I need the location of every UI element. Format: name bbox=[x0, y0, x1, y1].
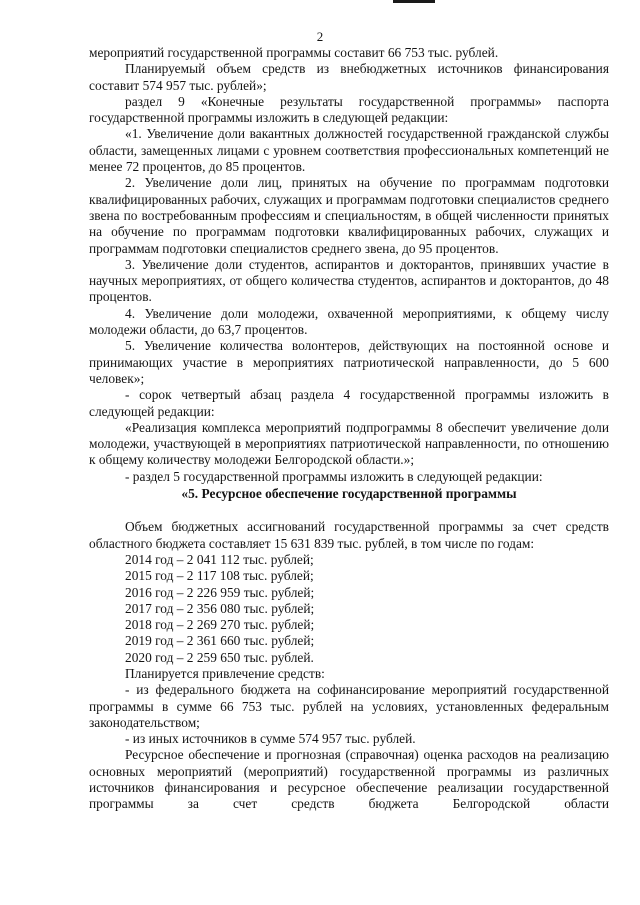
spacer bbox=[89, 502, 609, 519]
budget-year-2014: 2014 год – 2 041 112 тыс. рублей; bbox=[125, 551, 314, 567]
paragraph-funding-intro: Планируется привлечение средств: bbox=[125, 665, 325, 681]
budget-year-2015: 2015 год – 2 117 108 тыс. рублей; bbox=[125, 568, 314, 584]
top-edge-mark bbox=[393, 0, 435, 3]
paragraph-budget-total: Объем бюджетных ассигнований государственной программы за счет средств областного бюджета составляет 15 631 839 тыс. рублей, в том числе по годам: bbox=[89, 519, 609, 551]
budget-year-2020: 2020 год – 2 259 650 тыс. рублей. bbox=[125, 649, 314, 665]
paragraph-resource-support: Ресурсное обеспечение и прогнозная (справочная) оценка расходов на реализацию основных мероприятий (мероприятий) государственной программы из различных источников финансирования и ресурсное обеспечение реализации государственной программы за счет средств бюджета Белгородской области bbox=[89, 747, 609, 812]
result-item-5: 5. Увеличение количества волонтеров, действующих на постоянной основе и принимающих участие в мероприятиях патриотической направленности, до 5 600 человек»; bbox=[89, 338, 609, 386]
budget-by-year-list bbox=[89, 552, 609, 666]
section-heading: «5. Ресурсное обеспечение государственной программы bbox=[181, 486, 517, 502]
paragraph-federal-funding: - из федерального бюджета на софинансирование мероприятий государственной программы в сумме 66 753 тыс. рублей на условиях, установленных федеральным законодательством; bbox=[89, 682, 609, 730]
paragraph-section4-text: «Реализация комплекса мероприятий подпрограммы 8 обеспечит увеличение доли молодежи, участвующей в мероприятиях патриотической направленности, по отношению к общему количеству молодежи Белгородской области.»; bbox=[89, 419, 609, 468]
paragraph-other-funding: - из иных источников в сумме 574 957 тыс. рублей. bbox=[125, 731, 416, 747]
paragraph-extrabudget: Планируемый объем средств из внебюджетных источников финансирования составит 574 957 тыс. рублей»; bbox=[89, 61, 609, 93]
result-item-3: 3. Увеличение доли студентов, аспирантов и докторантов, принявших участие в научных мероприятиях, от общего количества студентов, аспирантов и докторантов, до 48 процентов. bbox=[89, 256, 609, 305]
result-item-4: 4. Увеличение доли молодежи, охваченной мероприятиями, к общему числу молодежи области, до 63,7 процентов. bbox=[89, 305, 609, 338]
result-item-2: 2. Увеличение доли лиц, принятых на обучение по программам подготовки квалифицированных рабочих, служащих и программам подготовки специалистов среднего звена по востребованным профессиям и специальностям, в общей численности принятых на обучение по программам подготовки квалифицированных рабочих, служащих и программам подготовки специалистов среднего звена, до 95 процентов. bbox=[89, 175, 609, 256]
document-body bbox=[89, 45, 609, 813]
budget-year-2019: 2019 год – 2 361 660 тыс. рублей; bbox=[125, 633, 315, 649]
paragraph-continuation: мероприятий государственной программы составит 66 753 тыс. рублей. bbox=[89, 45, 499, 60]
page-number: 2 bbox=[316, 29, 324, 44]
paragraph-section4-intro: - сорок четвертый абзац раздела 4 государственной программы изложить в следующей редакции: bbox=[89, 387, 609, 419]
paragraph-section5-intro: - раздел 5 государственной программы изложить в следующей редакции: bbox=[125, 468, 543, 484]
paragraph-section9-intro: раздел 9 «Конечные результаты государственной программы» паспорта государственной программы изложить в следующей редакции: bbox=[89, 93, 609, 126]
budget-year-2016: 2016 год – 2 226 959 тыс. рублей; bbox=[125, 584, 315, 600]
budget-year-2018: 2018 год – 2 269 270 тыс. рублей; bbox=[125, 617, 315, 633]
result-item-1: «1. Увеличение доли вакантных должностей государственной гражданской службы области, замещенных лицами с уровнем соответствия профессиональных компетенций не менее 72 процентов, до 85 процентов. bbox=[89, 126, 609, 175]
budget-year-2017: 2017 год – 2 356 080 тыс. рублей; bbox=[125, 600, 315, 616]
